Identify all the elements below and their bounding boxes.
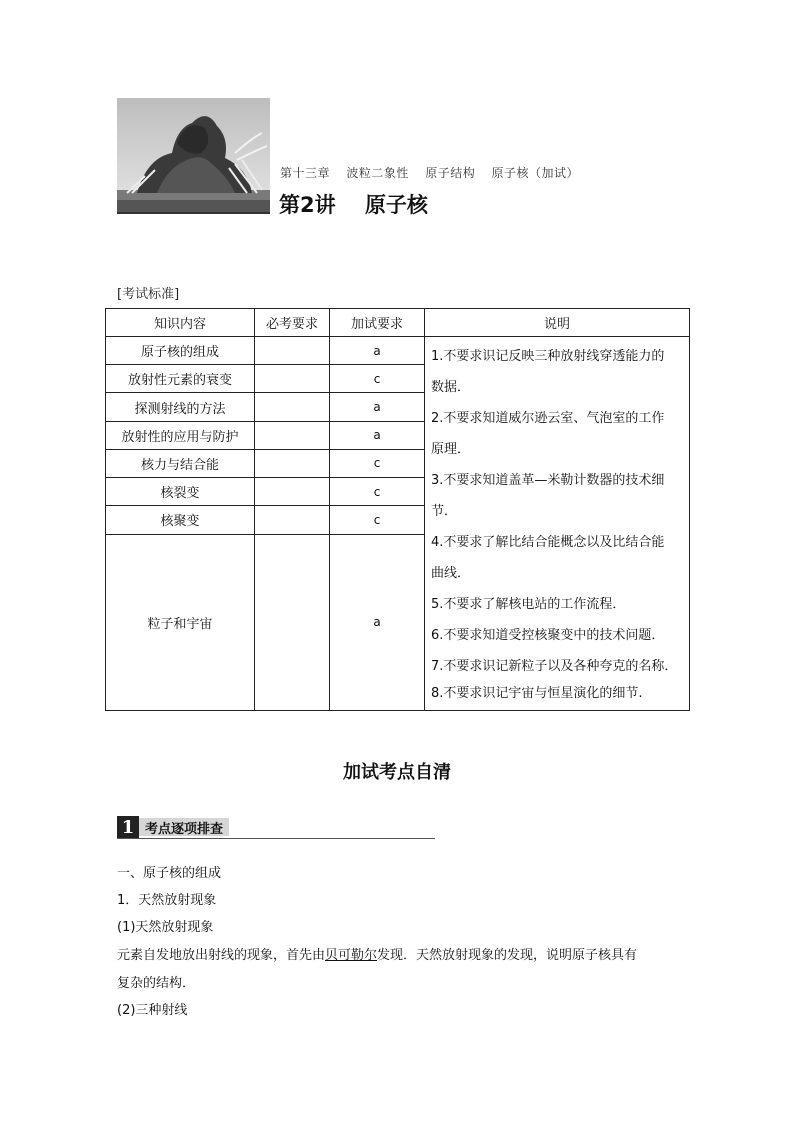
- chapter-topic-3: 原子核（加试）: [491, 166, 580, 180]
- topic-cell: 粒子和宇宙: [106, 534, 255, 710]
- required-cell: [255, 506, 330, 534]
- chapter-number: 第十三章: [280, 166, 331, 180]
- required-cell: [255, 337, 330, 365]
- sub-heading: (1)天然放射现象: [117, 920, 214, 935]
- topic-cell: 放射性的应用与防护: [106, 421, 255, 449]
- required-cell: [255, 534, 330, 710]
- header-rule: [117, 212, 270, 214]
- required-cell: [255, 365, 330, 393]
- extra-cell: c: [330, 506, 425, 534]
- section-title: 加试考点自清: [343, 762, 451, 783]
- note-line: 数据．: [431, 380, 471, 395]
- required-cell: [255, 393, 330, 421]
- required-cell: [255, 478, 330, 506]
- note-line: 3.不要求知道盖革—米勒计数器的技术细: [431, 473, 665, 488]
- required-cell: [255, 449, 330, 477]
- note-line: 1.不要求识记反映三种放射线穿透能力的: [431, 349, 665, 364]
- topic-cell: 探测射线的方法: [106, 393, 255, 421]
- checkpoint-badge: [117, 816, 229, 838]
- extra-cell: a: [330, 421, 425, 449]
- lecture-title: [279, 189, 428, 219]
- extra-cell: c: [330, 365, 425, 393]
- topic-cell: 核力与结合能: [106, 449, 255, 477]
- note-line: 2.不要求知道威尔逊云室、气泡室的工作: [431, 411, 665, 426]
- note-line: 7.不要求识记新粒子以及各种夸克的名称．: [431, 659, 678, 674]
- topic-cell: 核聚变: [106, 506, 255, 534]
- notes-cell: [425, 337, 690, 711]
- paragraph-text: 发现．天然放射现象的发现，说明原子核具有: [377, 948, 638, 963]
- topic-cell: 放射性元素的衰变: [106, 365, 255, 393]
- topic-cell: 原子核的组成: [106, 337, 255, 365]
- table-header-row: [106, 309, 690, 337]
- note-line: 节．: [431, 504, 458, 519]
- note-line: 原理．: [431, 442, 471, 457]
- extra-cell: a: [330, 534, 425, 710]
- exam-standard-table: [105, 308, 690, 711]
- heading-level-2: 1．天然放射现象: [117, 893, 217, 908]
- note-line: 曲线．: [431, 566, 471, 581]
- column-header: 加试要求: [330, 309, 425, 337]
- chapter-topic-2: 原子结构: [425, 166, 476, 180]
- extra-cell: c: [330, 449, 425, 477]
- chapter-header-photo: [117, 98, 270, 213]
- lecture-number: 第2讲: [279, 193, 336, 217]
- heading-level-1: 一、原子核的组成: [117, 866, 222, 881]
- paragraph-text: 元素自发地放出射线的现象，首先由: [117, 948, 326, 963]
- checkpoint-label: 考点逐项排查: [139, 818, 229, 836]
- scientist-name: 贝可勒尔: [325, 948, 378, 963]
- column-header: 说明: [425, 309, 690, 337]
- table-row: [106, 337, 690, 365]
- checkpoint-number: 1: [117, 816, 139, 838]
- paragraph-line: [117, 944, 637, 963]
- paragraph-line: 复杂的结构．: [117, 976, 196, 991]
- column-header: 知识内容: [106, 309, 255, 337]
- checkpoint-rule: [117, 838, 435, 839]
- note-line: 8.不要求识记宇宙与恒星演化的细节.: [431, 686, 643, 701]
- chapter-topic-1: 波粒二象性: [346, 166, 409, 180]
- chapter-line: [280, 164, 591, 181]
- extra-cell: c: [330, 478, 425, 506]
- note-line: 6.不要求知道受控核聚变中的技术问题．: [431, 628, 665, 643]
- lecture-name: 原子核: [364, 193, 428, 217]
- note-line: 5.不要求了解核电站的工作流程．: [431, 597, 626, 612]
- required-cell: [255, 421, 330, 449]
- column-header: 必考要求: [255, 309, 330, 337]
- topic-cell: 核裂变: [106, 478, 255, 506]
- extra-cell: a: [330, 337, 425, 365]
- exam-standard-label: [考试标准]: [117, 287, 180, 302]
- note-line: 4.不要求了解比结合能概念以及比结合能: [431, 535, 665, 550]
- sub-heading: (2)三种射线: [117, 1003, 188, 1018]
- extra-cell: a: [330, 393, 425, 421]
